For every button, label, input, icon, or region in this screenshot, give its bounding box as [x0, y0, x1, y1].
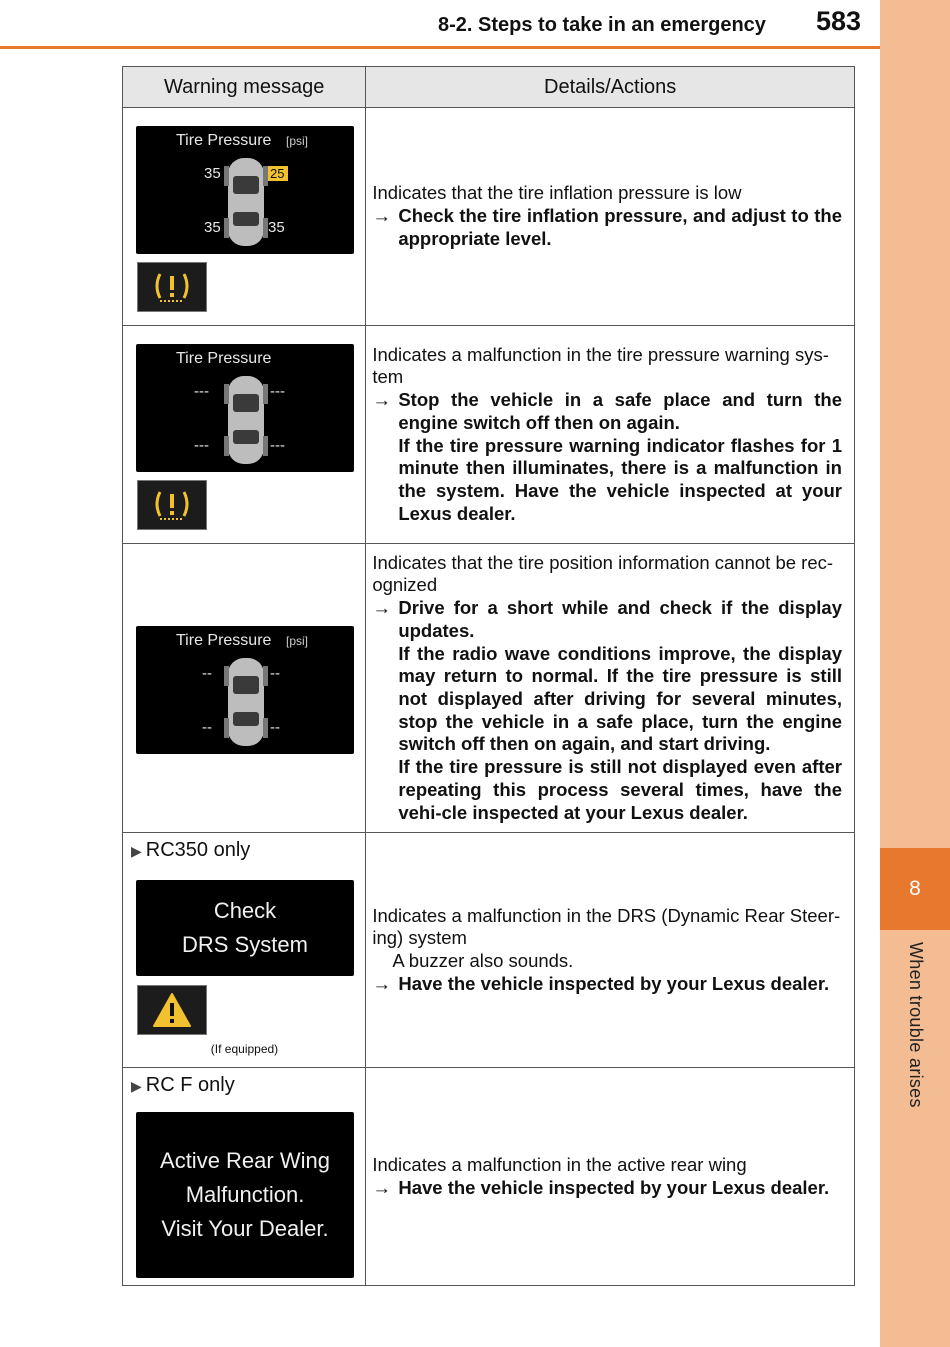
triangle-right-icon: ▶: [131, 843, 142, 859]
chapter-number: 8: [909, 877, 921, 900]
table-row: [123, 1068, 855, 1286]
variant-text: RC350 only: [145, 839, 251, 861]
detail-text: Indicates that the tire position information cannot be rec-ognized: [372, 551, 834, 596]
action-text: Drive for a short while and check if the display updates.: [398, 597, 842, 641]
tire-value-rear-left: 35: [204, 219, 221, 236]
section-title: 8-2. Steps to take in an emergency: [438, 14, 766, 36]
arrow-icon: →: [372, 1176, 391, 1198]
table-header-row: [123, 67, 855, 108]
detail-text: Indicates a malfunction in the DRS (Dynamic Rear Steer-ing) system: [372, 904, 841, 949]
tire-value-front-right: ---: [270, 383, 285, 400]
action-line: [372, 597, 842, 642]
detail-note: A buzzer also sounds.: [392, 950, 574, 971]
tire-value-front-left: ---: [194, 383, 209, 400]
car-icon: [224, 158, 268, 246]
table-row: [123, 108, 855, 326]
tire-value-front-right: --: [270, 665, 280, 682]
display-title: Tire Pressure: [176, 350, 272, 367]
column-header-details: Details/Actions: [366, 67, 855, 108]
car-icon: [224, 658, 268, 746]
display-title: Tire Pressure: [176, 632, 272, 649]
tire-pressure-display: [136, 344, 354, 472]
tire-pressure-display: [136, 126, 354, 254]
car-icon: [224, 376, 268, 464]
tire-value-rear-right: 35: [268, 219, 285, 236]
display-line: Check: [213, 898, 277, 923]
chapter-tab[interactable]: [880, 848, 950, 930]
details-cell: [366, 833, 855, 1068]
arrow-icon: →: [372, 205, 391, 227]
details-cell: [366, 544, 855, 833]
table-row: [123, 544, 855, 833]
tire-value-front-right: 25: [270, 166, 285, 181]
tire-value-front-left: 35: [204, 165, 221, 182]
action-text: Check the tire inflation pressure, and adjust to the appropriate level.: [398, 205, 842, 249]
chapter-title: When trouble arises: [906, 942, 926, 1108]
tire-value-rear-left: --: [202, 719, 212, 736]
tire-pressure-display: [136, 626, 354, 754]
if-equipped-note: (If equipped): [210, 1042, 279, 1056]
action-line: [372, 205, 842, 250]
arrow-icon: →: [372, 389, 391, 411]
detail-text: Indicates a malfunction in the active rear wing: [372, 1153, 747, 1175]
action-text: Have the vehicle inspected by your Lexus dealer.: [398, 1176, 830, 1198]
arrow-icon: →: [372, 597, 391, 619]
warning-cell: [123, 544, 366, 833]
table-row: [123, 326, 855, 544]
detail-text: Indicates a malfunction in the tire pressure warning sys-tem: [372, 343, 829, 388]
display-line: DRS System: [182, 932, 308, 957]
header-rule: [0, 46, 880, 49]
display-title: Tire Pressure: [176, 132, 272, 149]
details-cell: [366, 108, 855, 326]
variant-label: [131, 839, 250, 862]
tire-value-rear-right: --: [270, 719, 280, 736]
tire-pressure-warning-icon: [137, 480, 207, 530]
action-note: If the radio wave conditions improve, the display may return to normal. If the tire pressure is still not displayed after driving for several minutes, stop the vehicle in a safe place, turn the engine switch off then on again, and start driving.: [398, 642, 842, 755]
variant-text: RC F only: [145, 1074, 235, 1096]
tire-value-rear-left: ---: [194, 437, 209, 454]
rear-wing-message-display: [136, 1112, 354, 1278]
details-cell: [366, 326, 855, 544]
warning-table: [122, 66, 855, 1286]
action-note: If the tire pressure warning indicator flashes for 1 minute then illuminates, there is a malfunction in the system. Have the vehicle inspected at your Lexus dealer.: [398, 434, 842, 524]
warning-cell: [123, 326, 366, 544]
detail-text: Indicates that the tire inflation pressure is low: [372, 182, 742, 204]
warning-cell: [123, 108, 366, 326]
tire-pressure-warning-icon: [137, 262, 207, 312]
arrow-icon: →: [372, 972, 391, 994]
table-row: [123, 833, 855, 1068]
action-line: [372, 389, 842, 434]
display-line: Active Rear Wing: [160, 1148, 330, 1173]
variant-label: [131, 1074, 235, 1097]
warning-cell: [123, 833, 366, 1068]
action-line: [372, 1177, 842, 1200]
chapter-sidebar: [880, 0, 950, 1347]
action-note: If the tire pressure is still not displayed even after repeating this process several times, have the vehi-cle inspected at your Lexus dealer.: [398, 756, 842, 823]
drs-message-display: [136, 880, 354, 976]
tire-value-front-left: --: [202, 665, 212, 682]
display-unit: [psi]: [286, 134, 309, 148]
action-text: Have the vehicle inspected by your Lexus dealer.: [398, 972, 830, 994]
tire-value-rear-right: ---: [270, 437, 285, 454]
warning-cell: [123, 1068, 366, 1286]
display-unit: [psi]: [286, 634, 309, 648]
details-cell: [366, 1068, 855, 1286]
column-header-warning: Warning message: [123, 67, 366, 108]
action-text: Stop the vehicle in a safe place and turn the engine switch off then on again.: [398, 389, 842, 433]
triangle-right-icon: ▶: [131, 1078, 142, 1094]
action-line: [372, 973, 842, 996]
page-number: 583: [816, 6, 862, 36]
display-line: Visit Your Dealer.: [161, 1216, 329, 1241]
display-line: Malfunction.: [185, 1182, 305, 1207]
master-warning-icon: [137, 985, 207, 1035]
